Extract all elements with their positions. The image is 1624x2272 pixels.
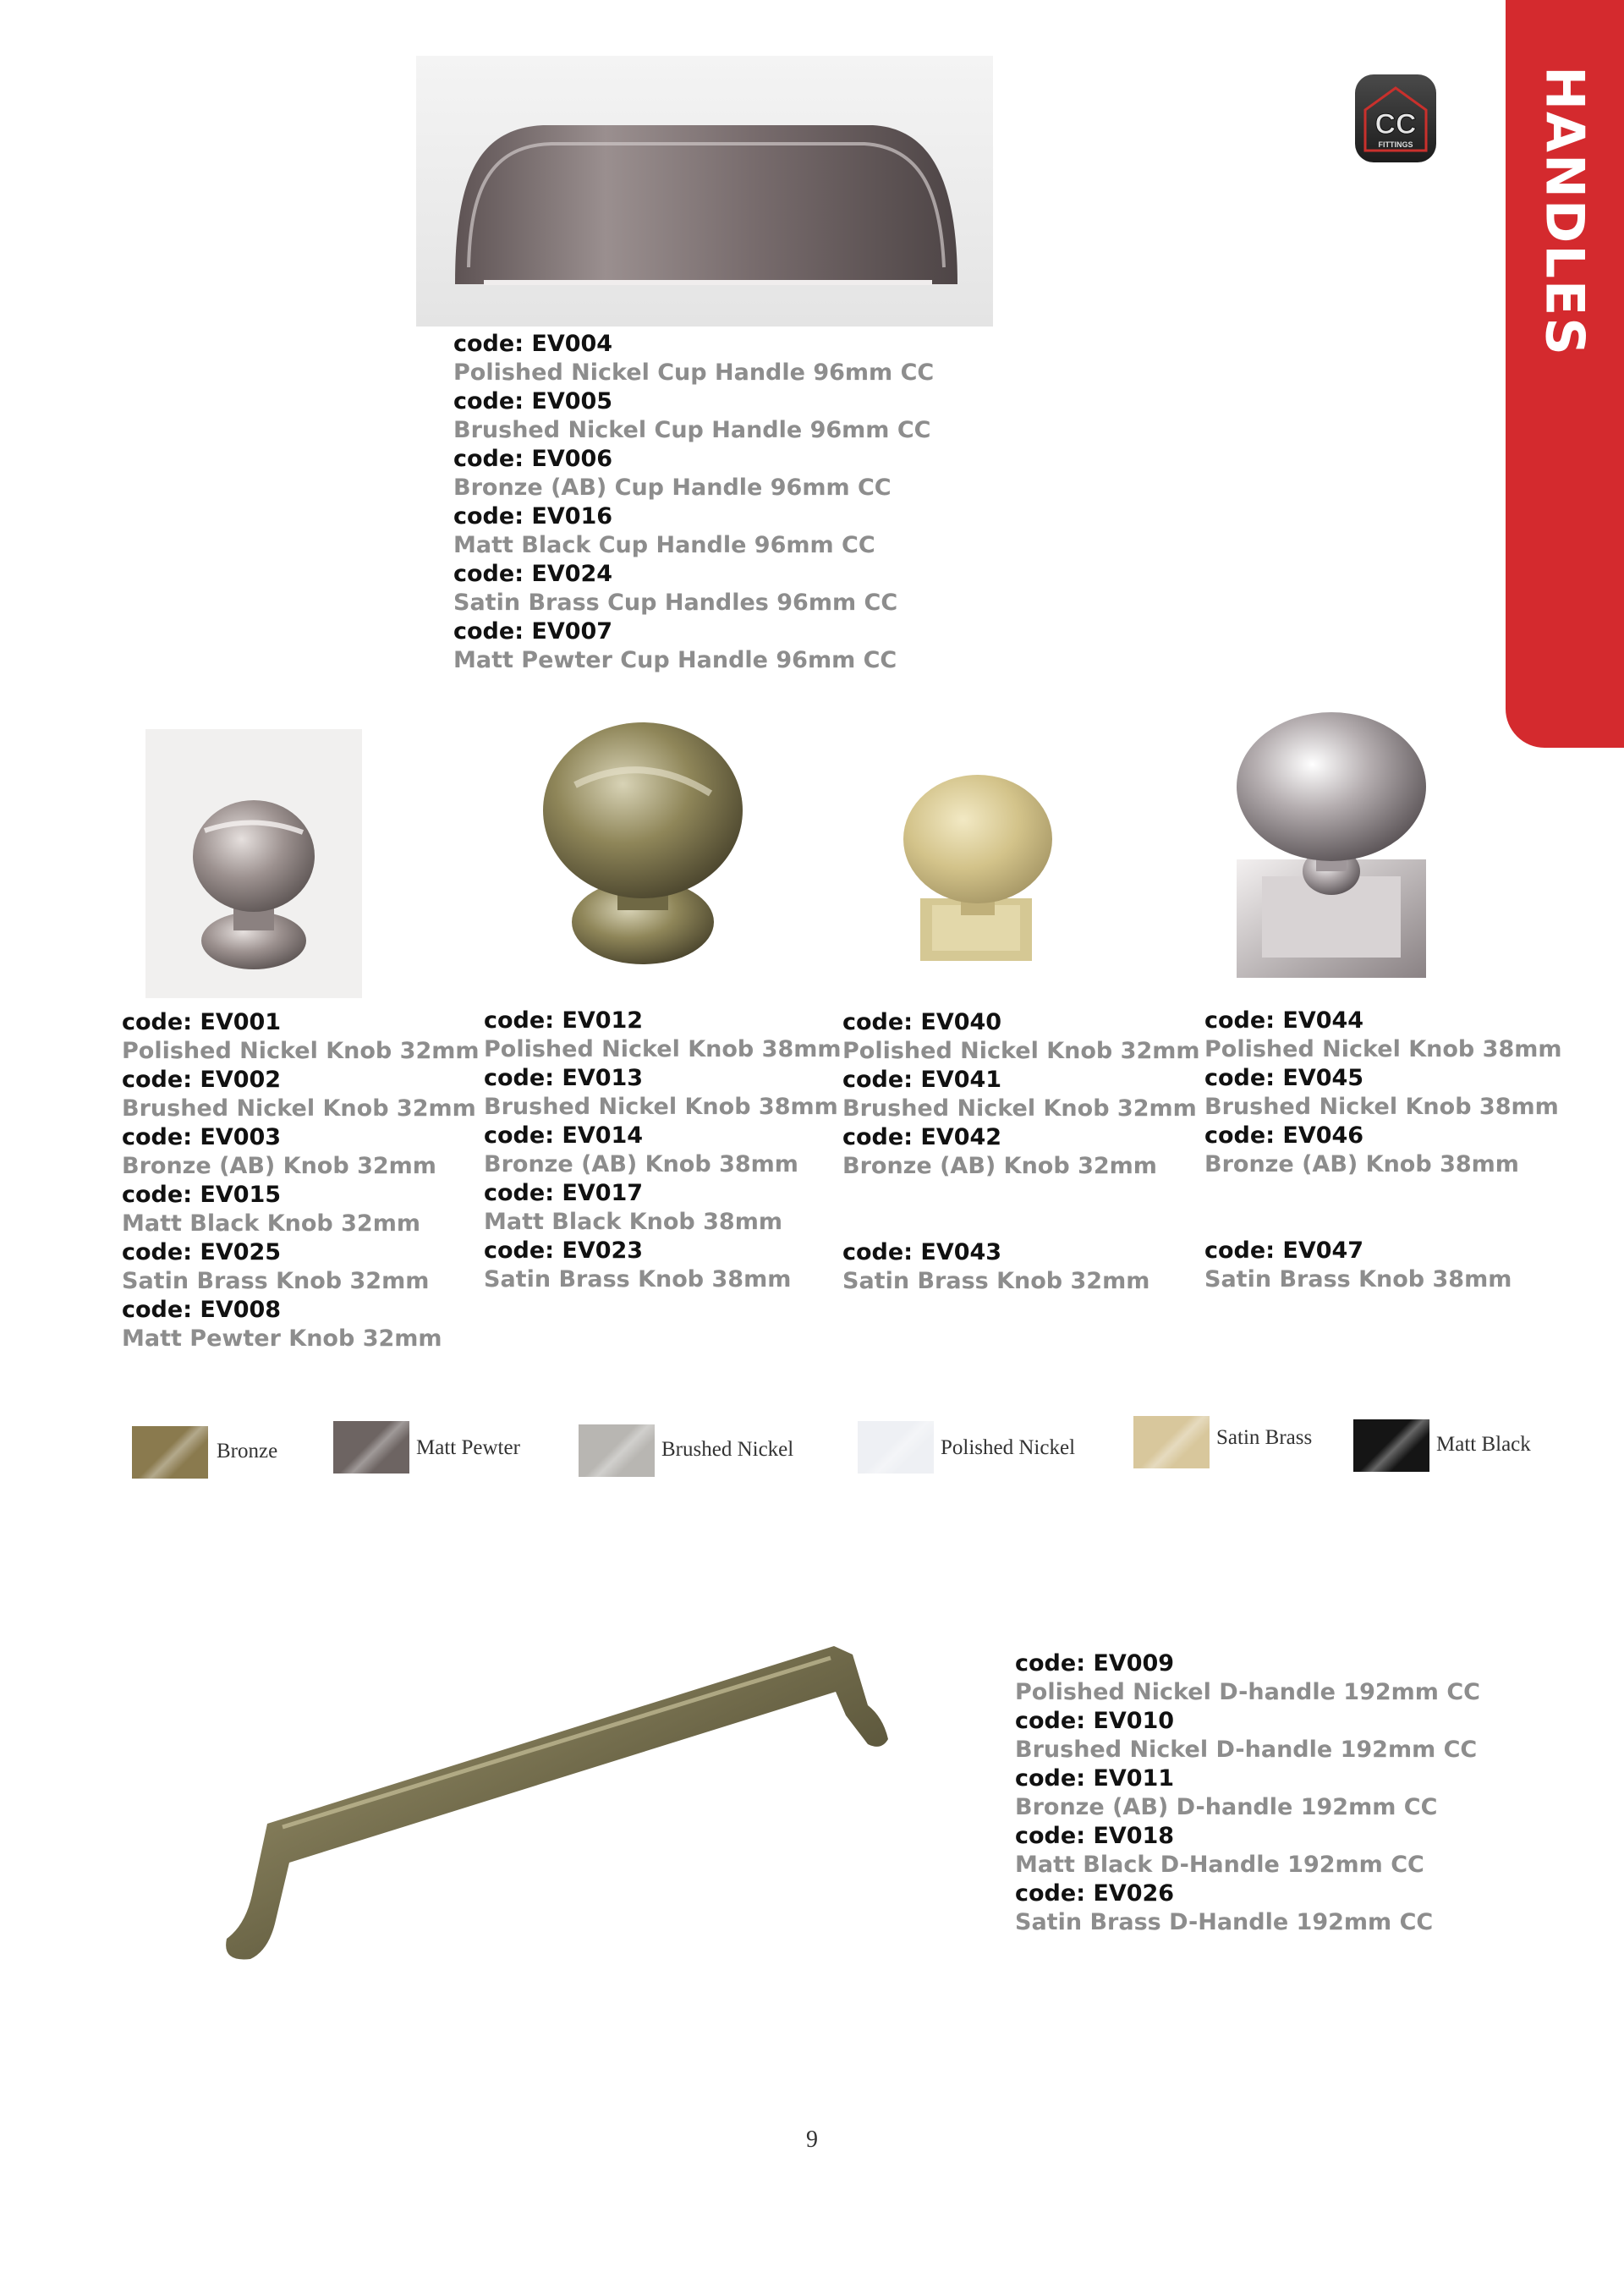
product-code: code: EV043 <box>842 1239 1002 1265</box>
product-code: code: EV011 <box>1015 1765 1175 1792</box>
product-description: Bronze (AB) D-handle 192mm CC <box>1015 1794 1438 1820</box>
product-code: code: EV023 <box>484 1238 644 1264</box>
knobs-col1-codes <box>122 1008 480 1353</box>
swatch-brushed-nickel <box>579 1424 655 1477</box>
product-description: Polished Nickel Knob 32mm <box>842 1038 1200 1064</box>
cc-fittings-logo <box>1352 69 1440 167</box>
swatch-label-matt-black: Matt Black <box>1436 1433 1531 1456</box>
product-description: Polished Nickel Knob 38mm <box>1204 1036 1562 1062</box>
cup-handle-image <box>416 56 993 327</box>
product-description: Matt Black Knob 32mm <box>122 1210 420 1237</box>
product-description: Polished Nickel Cup Handle 96mm CC <box>453 359 935 386</box>
swatch-label-matt-pewter: Matt Pewter <box>416 1436 520 1459</box>
svg-text:FITTINGS: FITTINGS <box>1378 140 1413 149</box>
product-description: Bronze (AB) Knob 38mm <box>1204 1151 1519 1177</box>
product-code: code: EV008 <box>122 1297 282 1323</box>
product-description: Bronze (AB) Knob 32mm <box>122 1153 436 1179</box>
product-description: Brushed Nickel Knob 32mm <box>122 1095 476 1122</box>
product-description: Brushed Nickel Knob 32mm <box>842 1095 1197 1122</box>
d-handle-image <box>217 1633 910 1988</box>
product-code: code: EV001 <box>122 1009 282 1035</box>
product-code: code: EV025 <box>122 1239 282 1265</box>
product-description: Polished Nickel D-handle 192mm CC <box>1015 1679 1480 1705</box>
product-code: code: EV012 <box>484 1007 644 1034</box>
product-description: Bronze (AB) Cup Handle 96mm CC <box>453 475 892 501</box>
swatch-label-brushed-nickel: Brushed Nickel <box>661 1438 794 1461</box>
product-description: Bronze (AB) Knob 32mm <box>842 1153 1157 1179</box>
product-code: code: EV017 <box>484 1180 644 1206</box>
product-description: Matt Black D-Handle 192mm CC <box>1015 1852 1424 1878</box>
swatch-label-bronze: Bronze <box>217 1440 278 1463</box>
swatch-matt-pewter <box>333 1421 409 1474</box>
product-description: Satin Brass D-Handle 192mm CC <box>1015 1909 1434 1935</box>
product-description: Satin Brass Cup Handles 96mm CC <box>453 590 898 616</box>
product-code: code: EV010 <box>1015 1708 1175 1734</box>
product-code: code: EV040 <box>842 1009 1002 1035</box>
product-description: Satin Brass Knob 38mm <box>484 1266 792 1292</box>
product-code: code: EV024 <box>453 561 613 587</box>
product-code: code: EV006 <box>453 446 613 472</box>
product-code: code: EV016 <box>453 503 613 530</box>
knob-38mm-image <box>524 717 758 971</box>
product-description: Satin Brass Knob 38mm <box>1204 1266 1512 1292</box>
product-description: Satin Brass Knob 32mm <box>842 1268 1150 1294</box>
knobs-col3-codes <box>842 1008 1200 1296</box>
product-code: code: EV044 <box>1204 1007 1364 1034</box>
product-code: code: EV047 <box>1204 1238 1364 1264</box>
product-description: Polished Nickel Knob 38mm <box>484 1036 842 1062</box>
swatch-bronze <box>132 1426 208 1479</box>
product-description: Satin Brass Knob 32mm <box>122 1268 430 1294</box>
d-handle-codes <box>1015 1649 1480 1937</box>
square-base-knob-32mm-image <box>893 771 1059 963</box>
page-number: 9 <box>806 2127 818 2153</box>
product-code: code: EV013 <box>484 1065 644 1091</box>
product-code: code: EV005 <box>453 388 613 414</box>
swatch-satin-brass <box>1133 1416 1210 1468</box>
product-description: Polished Nickel Knob 32mm <box>122 1038 480 1064</box>
knobs-col2-codes <box>484 1007 842 1294</box>
product-code: code: EV004 <box>453 331 613 357</box>
product-description: Matt Pewter Knob 32mm <box>122 1325 442 1352</box>
product-description: Matt Black Knob 38mm <box>484 1209 782 1235</box>
product-description: Brushed Nickel Knob 38mm <box>484 1094 838 1120</box>
product-description: Brushed Nickel Knob 38mm <box>1204 1094 1559 1120</box>
swatch-polished-nickel <box>858 1421 934 1474</box>
product-code: code: EV009 <box>1015 1650 1175 1677</box>
swatch-label-polished-nickel: Polished Nickel <box>941 1436 1076 1459</box>
product-description: Matt Black Cup Handle 96mm CC <box>453 532 875 558</box>
product-description: Brushed Nickel Cup Handle 96mm CC <box>453 417 931 443</box>
knobs-col4-codes <box>1204 1007 1562 1294</box>
product-code: code: EV026 <box>1015 1880 1175 1907</box>
product-code: code: EV002 <box>122 1067 282 1093</box>
square-base-knob-38mm-image <box>1223 711 1440 981</box>
swatch-label-satin-brass: Satin Brass <box>1216 1426 1313 1449</box>
section-tab <box>1506 0 1624 748</box>
svg-text:CC: CC <box>1374 108 1417 140</box>
product-code: code: EV041 <box>842 1067 1002 1093</box>
knob-32mm-image <box>145 729 362 998</box>
product-code: code: EV045 <box>1204 1065 1364 1091</box>
product-code: code: EV014 <box>484 1122 644 1149</box>
product-code: code: EV042 <box>842 1124 1002 1150</box>
product-description: Brushed Nickel D-handle 192mm CC <box>1015 1737 1478 1763</box>
product-code: code: EV015 <box>122 1182 282 1208</box>
product-code: code: EV007 <box>453 618 613 645</box>
product-code: code: EV003 <box>122 1124 282 1150</box>
cup-handle-codes <box>453 330 934 675</box>
product-code: code: EV046 <box>1204 1122 1364 1149</box>
product-code: code: EV018 <box>1015 1823 1175 1849</box>
swatch-matt-black <box>1353 1419 1429 1472</box>
product-description: Matt Pewter Cup Handle 96mm CC <box>453 647 897 673</box>
section-title: HANDLES <box>1533 66 1596 357</box>
product-description: Bronze (AB) Knob 38mm <box>484 1151 798 1177</box>
